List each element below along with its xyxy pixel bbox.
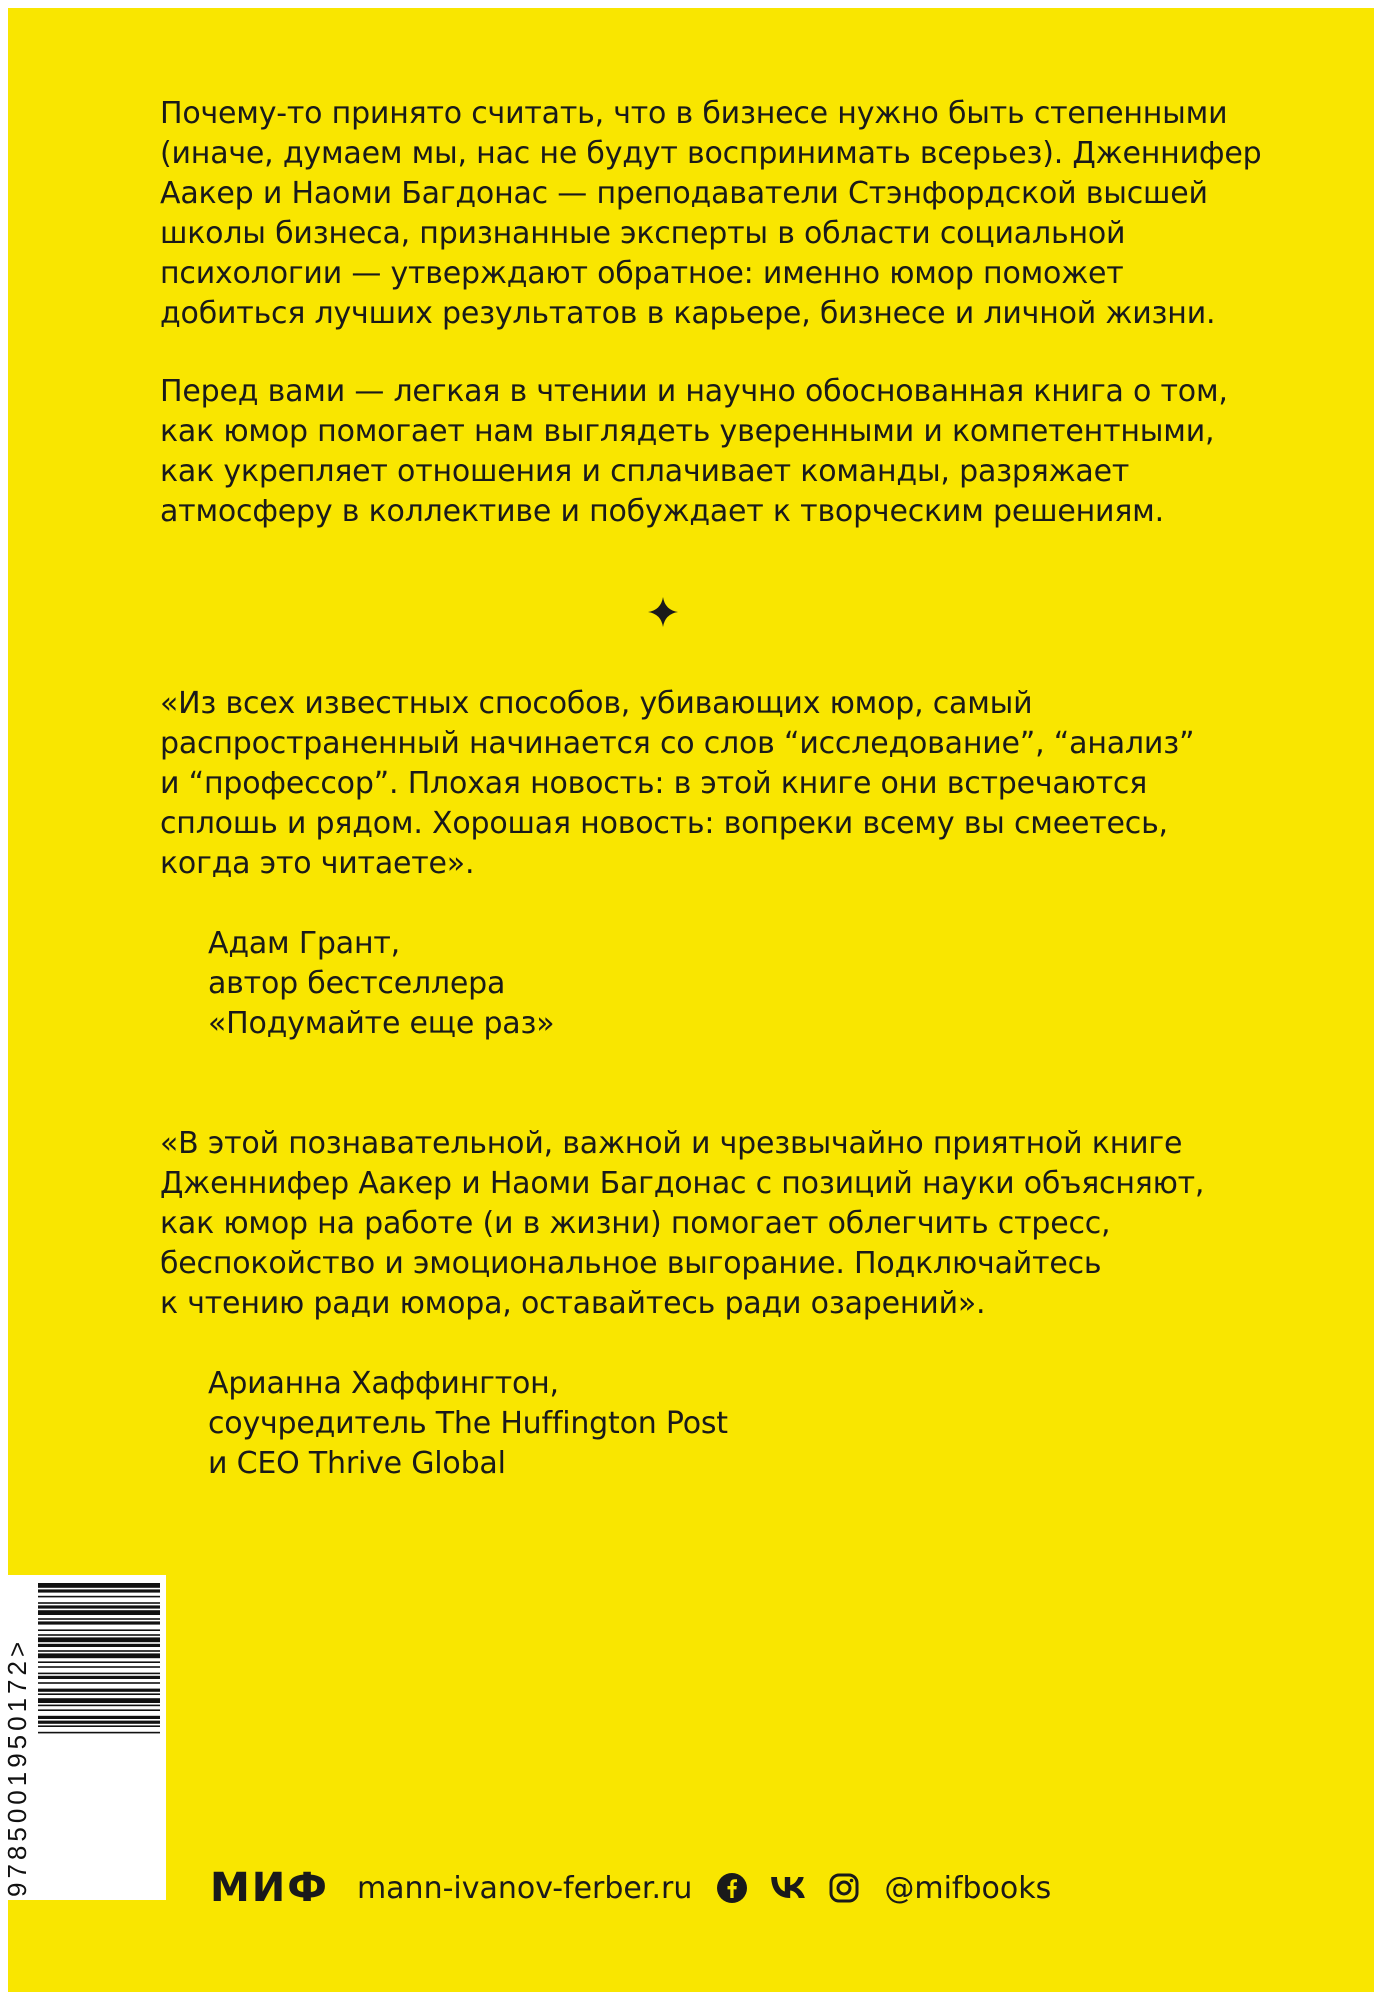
text-line: «В этой познавательной, важной и чрезвычайно приятной книге — [160, 1126, 1183, 1161]
text-line: добиться лучших результатов в карьере, бизнесе и личной жизни. — [160, 296, 1216, 331]
intro-paragraph — [160, 94, 1261, 334]
barcode-bar — [38, 1583, 160, 1588]
barcode-bar — [38, 1589, 160, 1592]
barcode-bar — [38, 1637, 160, 1642]
barcode-bar — [38, 1698, 160, 1703]
text-line: Почему-то принято считать, что в бизнесе нужно быть степенными — [160, 96, 1228, 131]
text-line: как укрепляет отношения и сплачивает команды, разряжает — [160, 454, 1130, 489]
barcode-bar — [38, 1618, 160, 1620]
vk-icon[interactable] — [770, 1870, 806, 1906]
barcode-bar — [38, 1682, 160, 1684]
instagram-icon[interactable] — [826, 1870, 862, 1906]
barcode-bar — [38, 1605, 160, 1608]
barcode-bar — [38, 1705, 160, 1707]
quote-attribution — [208, 924, 554, 1044]
text-line: сплошь и рядом. Хорошая новость: вопреки всему вы смеетесь, — [160, 806, 1168, 841]
barcode-bar — [38, 1666, 160, 1668]
diamond-star-icon — [648, 597, 678, 627]
text-line: «Из всех известных способов, убивающих юмор, самый — [160, 686, 1033, 721]
social-handle[interactable]: @mifbooks — [884, 1870, 1052, 1906]
text-line: как юмор на работе (и в жизни) помогает облегчить стресс, — [160, 1206, 1111, 1241]
text-line: как юмор помогает нам выглядеть уверенными и компетентными, — [160, 414, 1215, 449]
barcode-bar — [38, 1650, 160, 1652]
text-line: (иначе, думаем мы, нас не будут воспринимать всерьез). Дженнифер — [160, 136, 1262, 171]
text-line: психологии — утверждают обратное: именно юмор поможет — [160, 256, 1124, 291]
attribution-line: соучредитель The Huffington Post — [208, 1406, 728, 1441]
barcode-bar — [38, 1676, 160, 1679]
publisher-footer — [210, 1865, 1052, 1911]
barcode-number: 9785001950172> — [2, 1637, 32, 1897]
barcode-bar — [38, 1721, 160, 1724]
barcode-bar — [38, 1689, 160, 1692]
barcode-bar — [38, 1732, 160, 1734]
text-line: распространенный начинается со слов “исследование”, “анализ” — [160, 726, 1195, 761]
attribution-line: «Подумайте еще раз» — [208, 1006, 555, 1041]
attribution-line: и CEO Thrive Global — [208, 1446, 506, 1481]
quote-attribution — [208, 1364, 728, 1484]
text-line: и “профессор”. Плохая новость: в этой книге они встречаются — [160, 766, 1148, 801]
barcode-bar — [38, 1621, 160, 1624]
barcode-bar — [38, 1709, 160, 1711]
barcode-bar — [38, 1610, 160, 1615]
barcode-bars — [2, 1575, 166, 1900]
quote-arianna-huffington — [160, 1124, 1204, 1324]
barcode-bar — [38, 1693, 160, 1695]
text-line: Перед вами — легкая в чтении и научно обоснованная книга о том, — [160, 374, 1228, 409]
barcode-bar — [38, 1673, 160, 1675]
barcode-bar — [38, 1596, 160, 1598]
text-line: атмосферу в коллективе и побуждает к творческим решениям. — [160, 494, 1164, 529]
barcode-bar — [38, 1661, 160, 1663]
facebook-icon[interactable] — [714, 1870, 750, 1906]
text-line: школы бизнеса, признанные эксперты в области социальной — [160, 216, 1126, 251]
barcode-bar — [38, 1634, 160, 1636]
barcode-bar — [38, 1602, 160, 1604]
text-line: Аакер и Наоми Багдонас — преподаватели Стэнфордской высшей — [160, 176, 1208, 211]
website-link[interactable]: mann-ivanov-ferber.ru — [356, 1870, 693, 1906]
quote-adam-grant — [160, 684, 1194, 884]
barcode-bar — [38, 1629, 160, 1631]
barcode-bar — [38, 1653, 160, 1658]
attribution-line: автор бестселлера — [208, 966, 506, 1001]
text-line: к чтению ради юмора, оставайтесь ради озарений». — [160, 1286, 986, 1321]
isbn-barcode — [2, 1575, 166, 1900]
barcode-bar — [38, 1644, 160, 1647]
text-line: Дженнифер Аакер и Наоми Багдонас с позиций науки объясняют, — [160, 1166, 1205, 1201]
attribution-line: Адам Грант, — [208, 926, 400, 961]
barcode-bar — [38, 1725, 160, 1727]
intro-paragraph-2 — [160, 372, 1228, 532]
text-line: беспокойство и эмоциональное выгорание. Подключайтесь — [160, 1246, 1102, 1281]
publisher-logo: МИФ — [210, 1865, 329, 1911]
text-line: когда это читаете». — [160, 846, 475, 881]
attribution-line: Арианна Хаффингтон, — [208, 1366, 559, 1401]
barcode-bar — [38, 1716, 160, 1719]
